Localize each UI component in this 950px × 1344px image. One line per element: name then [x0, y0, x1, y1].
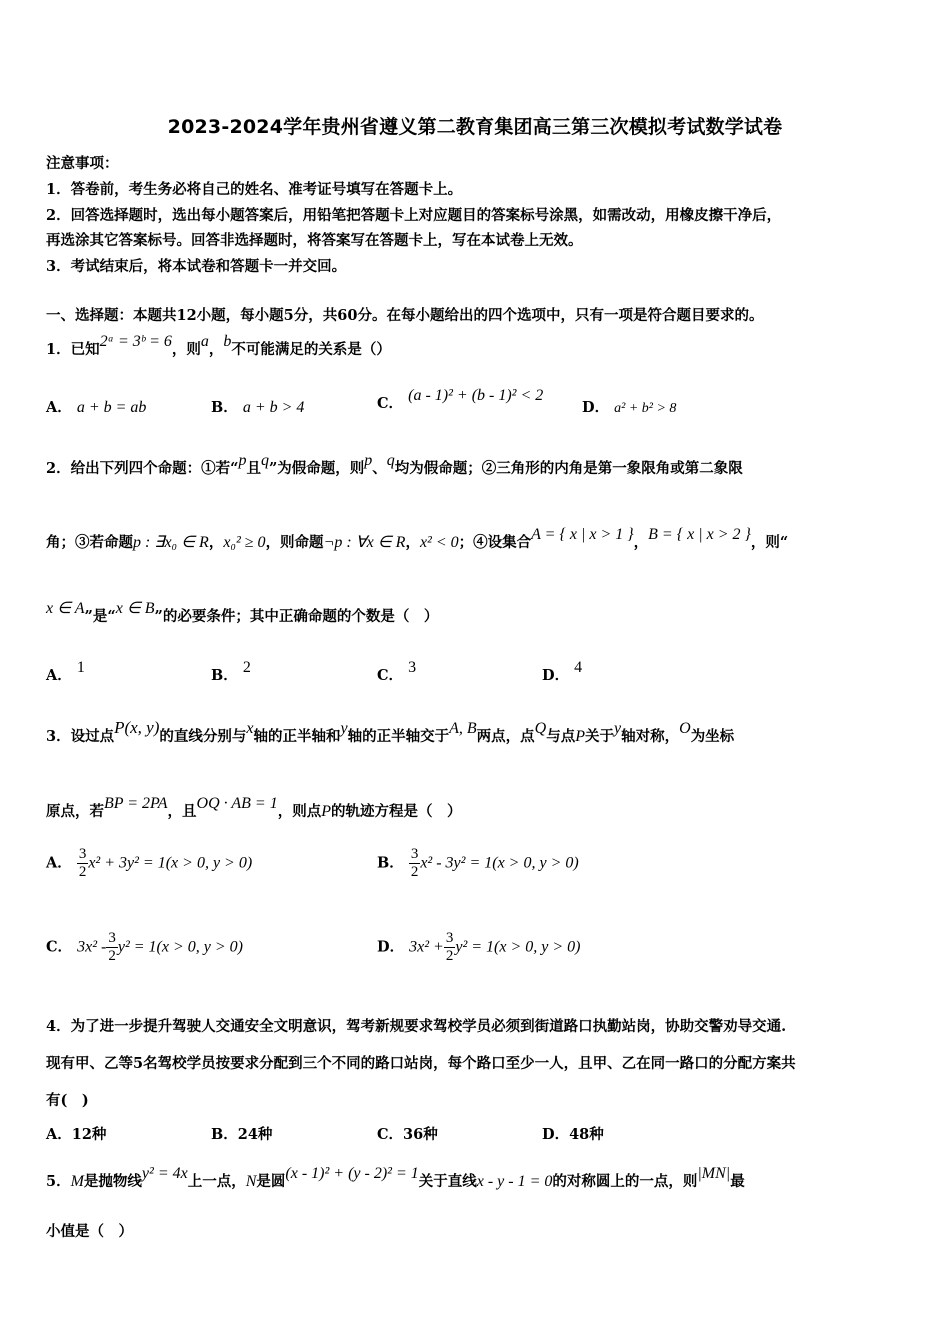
question-4-line-2: 现有甲、乙等5名驾校学员按要求分配到三个不同的路口站岗，每个路口至少一人，且甲、乙在同一路口的分配方案共 [46, 1055, 796, 1072]
q2-text-5: ，则命题 [265, 534, 324, 551]
question-2-line-1 [46, 452, 743, 478]
q1-post: 不可能满足的关系是（） [231, 341, 391, 358]
q3-option-d-label: D． [377, 938, 405, 956]
q3-var-o: O [679, 720, 691, 737]
q2-option-d-text: 4 [574, 659, 583, 676]
q1-option-b[interactable] [211, 396, 304, 417]
q3-option-a-text: x² + 3y² = 1(x > 0, y > 0) [88, 854, 253, 872]
q2-x-in-b: x ∈ B [115, 600, 155, 617]
q1-pre: 1．已知 [46, 341, 100, 358]
q5-text-7: 最 [730, 1173, 745, 1190]
q3-text-11: ，且 [167, 803, 197, 820]
q5-text-6: 的对称圆上的一点，则 [552, 1173, 698, 1190]
q5-line-eq: x - y - 1 = 0 [476, 1173, 553, 1190]
q3-text-10: 原点，若 [46, 803, 104, 820]
q1-var-b: b [223, 333, 232, 350]
q2-prop-3: ¬p : ∀x ∈ R [323, 534, 406, 551]
q3-cond-1: BP = 2PA [104, 795, 168, 812]
q3-option-d[interactable] [377, 930, 581, 965]
fraction-numerator: 3 [445, 930, 454, 946]
q1-option-c-label: C． [377, 395, 404, 412]
q2-prop-4: x² < 0 [419, 534, 459, 551]
q1-var-a: a [200, 333, 209, 350]
q2-var-p2: p [364, 452, 373, 469]
q3-text-1: 3．设过点 [46, 728, 115, 745]
q4-option-c[interactable]: C．36种 [377, 1126, 438, 1143]
q3-text-7: 关于 [585, 728, 615, 745]
q2-text-4: 角；③若命题 [46, 534, 133, 551]
q3-var-x: x [246, 720, 254, 737]
q3-option-a[interactable] [46, 846, 252, 881]
q2-and: 且 [246, 460, 261, 477]
q5-var-n: N [245, 1173, 257, 1190]
question-1 [46, 333, 391, 359]
q3-cond-2: OQ · AB = 1 [196, 795, 278, 812]
q3-text-9: 为坐标 [690, 728, 735, 745]
q3-text-8: 轴对称， [621, 728, 680, 745]
q2-var-q: q [260, 452, 269, 469]
q2-dun: 、 [372, 460, 387, 477]
q2-option-b-text: 2 [242, 659, 251, 676]
q3-text-13: 的轨迹方程是（ ） [331, 803, 462, 820]
q5-text-5: 关于直线 [418, 1173, 477, 1190]
q3-option-d-text: y² = 1(x > 0, y > 0) [455, 938, 581, 956]
q4-option-b[interactable]: B．24种 [211, 1126, 273, 1143]
q1-option-b-label: B． [211, 399, 238, 416]
notice-title: 注意事项： [46, 155, 119, 172]
q3-option-c-prefix: 3x² - [77, 938, 107, 956]
q3-option-a-label: A． [46, 854, 72, 872]
q3-option-b-text: x² - 3y² = 1(x > 0, y > 0) [420, 854, 579, 872]
q1-option-d[interactable] [582, 396, 676, 417]
q3-text-2: 的直线分别与 [159, 728, 247, 745]
q4-option-a[interactable]: A．12种 [46, 1126, 107, 1143]
q3-option-d-prefix: 3x² + [409, 938, 444, 956]
q1-option-b-text: a + b > 4 [242, 399, 305, 416]
q2-option-a-text: 1 [76, 659, 85, 676]
q1-option-a[interactable] [46, 396, 146, 417]
q2-x-in-a: x ∈ A [46, 600, 85, 617]
q2-option-a[interactable] [46, 659, 85, 685]
q2-option-c-label: C． [377, 667, 404, 684]
q2-option-c-text: 3 [408, 659, 417, 676]
q3-var-y2: y [614, 720, 622, 737]
q2-text-7: ，则“ [750, 534, 789, 551]
q2-option-d[interactable] [542, 659, 583, 685]
fraction-denominator: 2 [445, 948, 454, 964]
q1-option-a-label: A． [46, 399, 72, 416]
fraction-denominator: 2 [410, 864, 419, 880]
q3-option-d-fraction [444, 930, 456, 965]
q2-option-d-label: D． [542, 667, 570, 684]
q3-option-b[interactable] [377, 846, 579, 881]
q3-option-c-label: C． [46, 938, 73, 956]
q4-option-d[interactable]: D．48种 [542, 1126, 604, 1143]
question-3-line-2 [46, 795, 462, 821]
q2-text-1: 2．给出下列四个命题：①若“ [46, 460, 239, 477]
fraction-numerator: 3 [78, 846, 87, 862]
q2-option-a-label: A． [46, 667, 72, 684]
notice-item-3: 3．考试结束后，将本试卷和答题卡一并交回。 [46, 258, 347, 275]
q2-var-q2: q [386, 452, 395, 469]
q3-option-b-fraction [409, 846, 421, 881]
q3-text-12: ，则点 [277, 803, 322, 820]
q3-var-p2: P [321, 803, 331, 820]
q3-points-ab: A, B [449, 720, 477, 737]
q1-mid: ，则 [171, 341, 201, 358]
q5-parabola: y² = 4x [141, 1165, 188, 1182]
q2-set-b: B = { x | x > 2 } [648, 526, 751, 543]
q1-option-c-text: (a - 1)² + (b - 1)² < 2 [408, 387, 544, 404]
q2-text-3: 均为假命题；②三角形的内角是第一象限角或第二象限 [394, 460, 743, 477]
q3-text-5: 两点，点 [476, 728, 535, 745]
q5-text-3: 上一点， [187, 1173, 246, 1190]
q3-text-3: 轴的正半轴和 [253, 728, 341, 745]
q1-expr: 2ᵃ = 3ᵇ = 6 [99, 333, 172, 350]
q2-text-6: ；④设集合 [458, 534, 532, 551]
q2-prop-2: x₀² ≥ 0 [223, 534, 266, 551]
q2-comma-1: ， [208, 534, 224, 551]
notice-item-2b: 再选涂其它答案标号。回答非选择题时，将答案写在答题卡上，写在本试卷上无效。 [46, 232, 583, 249]
q2-option-b-label: B． [211, 667, 238, 684]
q3-option-c[interactable] [46, 930, 243, 965]
q3-option-c-fraction [106, 930, 118, 965]
q1-comma: ， [208, 341, 224, 358]
q1-option-a-text: a + b = ab [76, 399, 147, 416]
question-5-line-1 [46, 1165, 745, 1191]
q3-point-p: P(x, y) [114, 718, 160, 737]
fraction-denominator: 2 [108, 948, 116, 964]
question-4-line-3: 有( ) [46, 1092, 89, 1109]
q5-text-2: 是抛物线 [83, 1173, 142, 1190]
q2-text-2: ”为假命题，则 [268, 460, 365, 477]
question-4-line-1: 4．为了进一步提升驾驶人交通安全文明意识，驾考新规要求驾校学员必须到街道路口执勤站岗，协助交警劝导交通. [46, 1018, 787, 1035]
fraction-denominator: 2 [78, 864, 87, 880]
q3-option-a-fraction [77, 846, 89, 881]
q2-comma-3: ， [633, 534, 649, 551]
notice-item-1: 1．答卷前，考生务必将自己的姓名、准考证号填写在答题卡上。 [46, 181, 463, 198]
q5-mn: |MN| [697, 1165, 731, 1182]
q1-option-d-label: D． [582, 399, 610, 416]
exam-title: 2023-2024学年贵州省遵义第二教育集团高三第三次模拟考试数学试卷 [167, 116, 783, 138]
question-2-line-2 [46, 526, 789, 552]
fraction-numerator: 3 [108, 930, 116, 946]
q3-text-6: 与点 [546, 728, 576, 745]
q1-option-c[interactable] [377, 387, 544, 413]
q3-option-c-text: y² = 1(x > 0, y > 0) [117, 938, 243, 956]
q2-prop-1: p : ∃x₀ ∈ R [133, 534, 209, 551]
q1-option-d-text: a² + b² > 8 [614, 401, 677, 416]
q2-option-c[interactable] [377, 659, 417, 685]
q2-set-a: A = { x | x > 1 } [531, 526, 634, 543]
q2-text-8: ”是“ [84, 608, 116, 625]
q3-var-p: P [575, 728, 586, 745]
notice-item-2a: 2．回答选择题时，选出每小题答案后，用铅笔把答题卡上对应题目的答案标号涂黑，如需改动，用橡皮擦干净后， [46, 207, 782, 224]
q2-option-b[interactable] [211, 659, 251, 685]
question-3-line-1 [46, 718, 735, 746]
q3-option-b-label: B． [377, 854, 404, 872]
q3-text-4: 轴的正半轴交于 [347, 728, 450, 745]
fraction-numerator: 3 [410, 846, 419, 862]
section-heading: 一、选择题：本题共12小题，每小题5分，共60分。在每小题给出的四个选项中，只有一项是符合题目要求的。 [46, 307, 764, 324]
q2-text-9: ”的必要条件；其中正确命题的个数是（ ） [154, 608, 439, 625]
q5-text-4: 是圆 [256, 1173, 286, 1190]
q5-text-1: 5． [46, 1173, 71, 1190]
q2-comma-2: ， [405, 534, 420, 551]
question-5-line-2: 小值是（ ） [46, 1223, 133, 1240]
q3-var-y: y [340, 720, 348, 737]
q3-var-q: Q [534, 720, 547, 737]
q2-var-p: p [238, 452, 247, 469]
question-2-line-3 [46, 600, 439, 626]
q5-var-m: M [70, 1173, 84, 1190]
q5-circle: (x - 1)² + (y - 2)² = 1 [285, 1165, 419, 1182]
